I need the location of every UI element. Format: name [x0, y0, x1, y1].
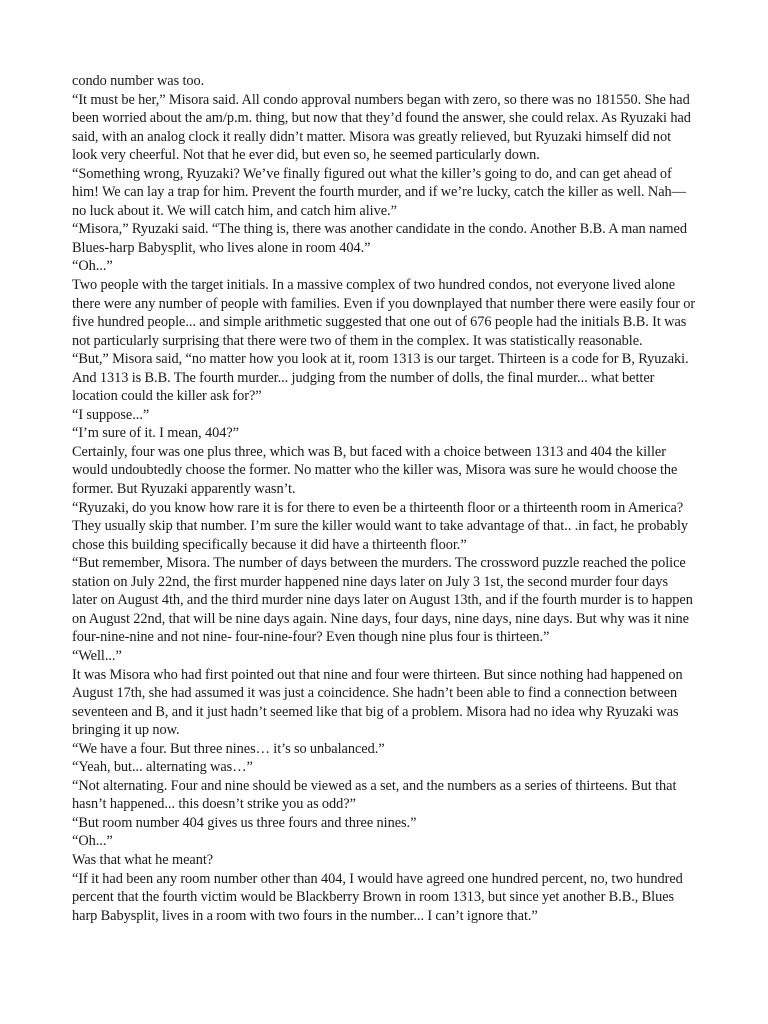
document-page — [72, 72, 696, 972]
paragraph-6: Two people with the target initials. In a massive complex of two hundred condos, not everyone lived alone there were any number of people with families. Even if you downplayed that number there were easily four or five hundred people... and simple arithmetic suggested that one out of 676 people had the initials B.B. It was not particularly surprising that there were two of them in the complex. It was statistically reasonable. — [72, 277, 696, 349]
paragraph-18: “But room number 404 gives us three fours and three nines.” — [72, 814, 417, 831]
paragraph-9: “I’m sure of it. I mean, 404?” — [72, 425, 239, 442]
paragraph-19: “Oh...” — [72, 833, 113, 850]
paragraph-11: “Ryuzaki, do you know how rare it is for there to even be a thirteenth floor or a thirteenth room in America? They usually skip that number. I’m sure the killer would want to take advantage of that.. .in fact, he probably chose this building specifically because it did have a thirteenth floor.” — [72, 499, 689, 553]
paragraph-12: “But remember, Misora. The number of days between the murders. The crossword puzzle reached the police station on July 22nd, the first murder happened nine days later on July 3 1st, the second murder four days later on August 4th, and the third murder nine days later on August 13th, and if the fourth murder is to happen on August 22nd, that will be nine days again. Nine days, four days, nine days, nine days. But why was it nine four-nine-nine and not nine- four-nine-four? Even though nine plus four is thirteen.” — [72, 555, 693, 646]
paragraph-7: “But,” Misora said, “no matter how you look at it, room 1313 is our target. Thirteen is a code for B, Ryuzaki. And 1313 is B.B. The fourth murder... judging from the number of dolls, the final murder... what better location could the killer ask for?” — [72, 351, 689, 405]
paragraph-20: Was that what he meant? — [72, 851, 214, 868]
paragraph-3: “Something wrong, Ryuzaki? We’ve finally figured out what the killer’s going to do, and can get ahead of him! We can lay a trap for him. Prevent the fourth murder, and if we’re lucky, catch the killer as well. Nah—no luck about it. We will catch him, and catch him alive.” — [72, 165, 686, 219]
paragraph-1: condo number was too. — [72, 73, 205, 89]
paragraph-15: “We have a four. But three nines… it’s so unbalanced.” — [72, 740, 385, 757]
paragraph-14: It was Misora who had first pointed out that nine and four were thirteen. But since nothing had happened on August 17th, she had assumed it was just a coincidence. She hadn’t been able to find a connection between seventeen and B, and it just hadn’t seemed like that big of a problem. Misora had no idea why Ryuzaki was bringing it up now. — [72, 666, 683, 739]
paragraph-2: “It must be her,” Misora said. All condo approval numbers began with zero, so there was no 181550. She had been worried about the am/p.m. thing, but now that they’d found the answer, she could relax. As Ryuzaki had said, with an analog clock it really didn’t matter. Misora was greatly relieved, but Ryuzaki himself did not look very cheerful. Not that he ever did, but even so, he seemed particularly down. — [72, 91, 691, 164]
paragraph-16: “Yeah, but... alternating was…” — [72, 759, 253, 776]
paragraph-5: “Oh...” — [72, 258, 113, 275]
paragraph-21: “If it had been any room number other than 404, I would have agreed one hundred percent, no, two hundred percent that the fourth victim would be Blackberry Brown in room 1313, but since yet another B.B., Blues harp Babysplit, lives in a room with two fours in the number... I can’t ignore that.” — [72, 870, 683, 924]
paragraph-17: “Not alternating. Four and nine should be viewed as a set, and the numbers as a series of thirteens. But that hasn’t happened... this doesn’t strike you as odd?” — [72, 777, 677, 813]
paragraph-8: “I suppose...” — [72, 406, 150, 423]
paragraph-10: Certainly, four was one plus three, which was B, but faced with a choice between 1313 and 404 the killer would undoubtedly choose the former. No matter who the killer was, Misora was sure he would choose the former. But Ryuzaki apparently wasn’t. — [72, 443, 678, 498]
paragraph-4: “Misora,” Ryuzaki said. “The thing is, there was another candidate in the condo. Another B.B. A man named Blues-harp Babysplit, who lives alone in room 404.” — [72, 221, 687, 256]
paragraph-13: “Well...” — [72, 647, 122, 664]
